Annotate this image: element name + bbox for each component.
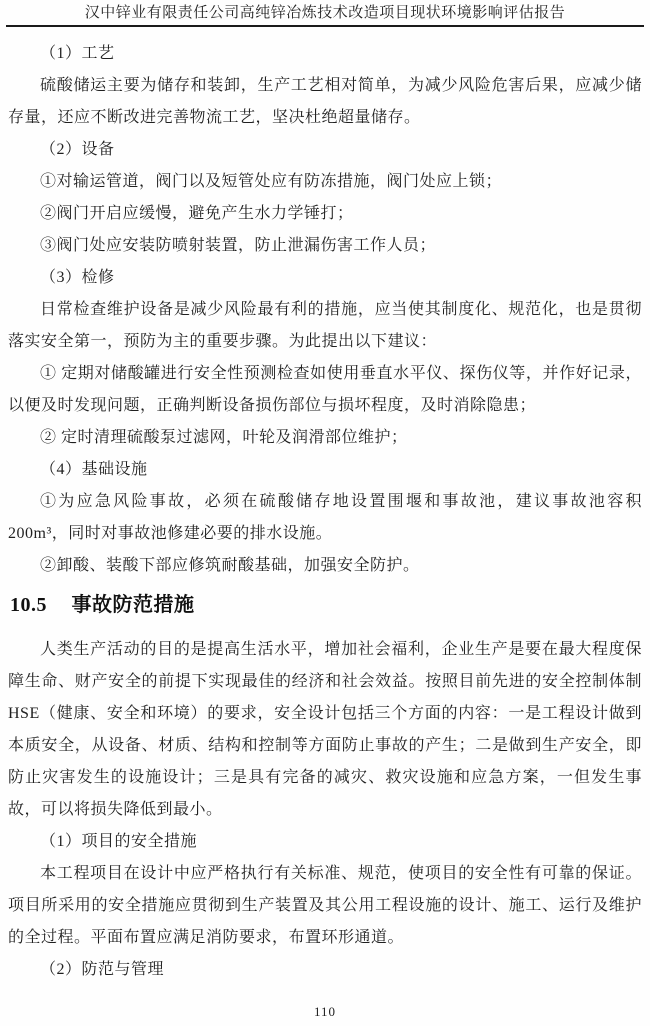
section-number: 10.5	[10, 594, 47, 616]
item-1-pipeline-antifreeze: ①对输运管道，阀门以及短管处应有防冻措施，阀门处应上锁；	[40, 173, 503, 190]
section-heading-10-5	[10, 590, 642, 620]
item-1-tank-safety-check: ① 定期对储酸罐进行安全性预测检查如使用垂直水平仪、探伤仪等，并作好记录，以便及时发现问题，正确判断设备损伤部位与损坏程度，及时消除隐患；	[8, 365, 642, 414]
page-footer	[0, 1004, 650, 1020]
paragraph-project-standards: 本工程项目在设计中应严格执行有关标准、规范，使项目的安全性有可靠的保证。项目所采用的安全措施应贯彻到生产装置及其公用工程设施的设计、施工、运行及维护的全过程。平面布置应满足消防要求，布置环形通道。	[8, 865, 642, 946]
subsection-1-process: （1）工艺	[40, 45, 115, 62]
paragraph-daily-inspection: 日常检查维护设备是减少风险最有利的措施，应当使其制度化、规范化，也是贯彻落实安全第一，预防为主的重要步骤。为此提出以下建议：	[8, 301, 642, 350]
subsection-2-equipment: （2）设备	[40, 141, 115, 158]
subsection-4-infrastructure: （4）基础设施	[40, 461, 148, 478]
subsection-3-maintenance: （3）检修	[40, 269, 115, 286]
item-2-acid-resistant-foundation: ②卸酸、装酸下部应修筑耐酸基础，加强安全防护。	[40, 557, 420, 574]
page-number: 110	[313, 1004, 337, 1019]
section-title: 事故防范措施	[71, 594, 195, 616]
paragraph-hse-overview: 人类生产活动的目的是提高生活水平，增加社会福利，企业生产是要在最大程度保障生命、财产安全的前提下实现最佳的经济和社会效益。按照目前先进的安全控制体制HSE（健康、安全和环境）的要求，安全设计包括三个方面的内容：一是工程设计做到本质安全，从设备、材质、结构和控制等方面防止事故的产生；二是做到生产安全，即防止灾害发生的设施设计；三是具有完备的减灾、救灾设施和应急方案，一但发生事故，可以将损失降低到最小。	[8, 641, 642, 818]
item-2-valve-slow-open: ②阀门开启应缓慢，避免产生水力学锤打；	[40, 205, 354, 222]
subsection-2-prevention-management: （2）防范与管理	[40, 961, 165, 978]
item-2-pump-cleaning: ② 定时清理硫酸泵过滤网，叶轮及润滑部位维护；	[40, 429, 408, 446]
paragraph-sulfuric-storage: 硫酸储运主要为储存和装卸，生产工艺相对简单，为减少风险危害后果，应减少储存量，还应不断改进完善物流工艺，坚决杜绝超量储存。	[8, 77, 642, 126]
subsection-1-project-safety-measures: （1）项目的安全措施	[40, 833, 198, 850]
header-title: 汉中锌业有限责任公司高纯锌冶炼技术改造项目现状环境影响评估报告	[84, 5, 566, 21]
item-3-spray-guard: ③阀门处应安装防喷射装置，防止泄漏伤害工作人员；	[40, 237, 437, 254]
page-header	[6, 0, 644, 27]
document-body	[0, 27, 650, 986]
item-1-emergency-pool: ①为应急风险事故，必须在硫酸储存地设置围堰和事故池，建议事故池容积 200m³，同时对事故池修建必要的排水设施。	[8, 493, 642, 542]
